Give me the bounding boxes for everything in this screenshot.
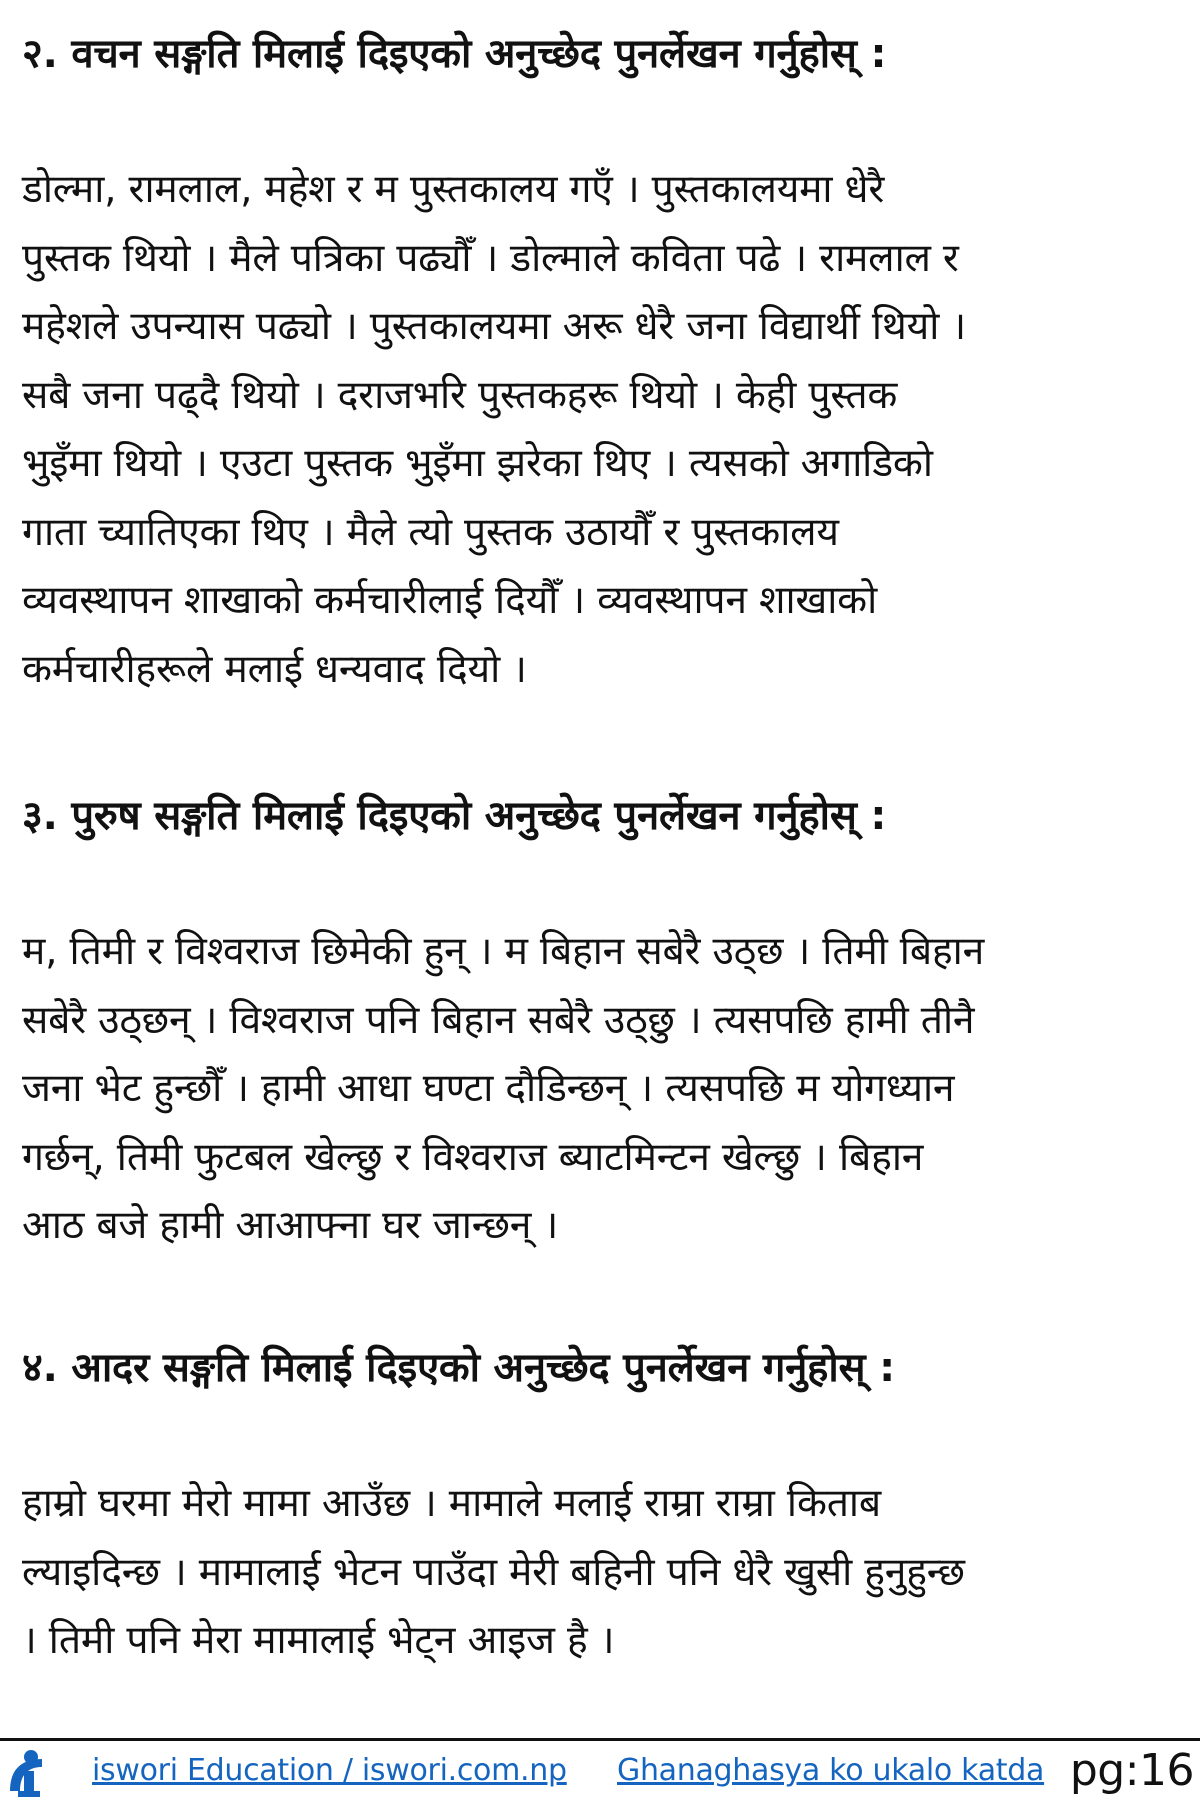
exercise-section-4 xyxy=(22,1340,1182,1663)
paragraph-line: व्यवस्थापन शाखाको कर्मचारीलाई दियौँ । व्यवस्थापन शाखाको xyxy=(22,578,878,623)
paragraph-line: म, तिमी र विश्वराज छिमेकी हुन् । म बिहान सबेरै उठ्छ । तिमी बिहान xyxy=(22,929,985,974)
paragraph-line: । तिमी पनि मेरा मामालाई भेट्न आइज है । xyxy=(22,1618,615,1663)
paragraph-line: गर्छन्, तिमी फुटबल खेल्छु र विश्वराज ब्याटमिन्टन खेल्छु । बिहान xyxy=(22,1134,924,1180)
paragraph-line: सबै जना पढ्दै थियो । दराजभरि पुस्तकहरू थियो । केही पुस्तक xyxy=(22,372,898,418)
exercise-paragraph-4 xyxy=(22,1470,965,1676)
paragraph-line: आठ बजे हामी आआफ्ना घर जान्छन् । xyxy=(22,1203,559,1248)
paragraph-line: महेशले उपन्यास पढ्यो । पुस्तकालयमा अरू धेरै जना विद्यार्थी थियो । xyxy=(22,304,966,349)
exercise-heading-2: २. वचन सङ्गति मिलाई दिइएको अनुच्छेद पुनर्लेखन गर्नुहोस् : xyxy=(22,31,887,77)
paragraph-line: ल्याइदिन्छ । मामालाई भेटन पाउँदा मेरी बहिनी पनि धेरै खुसी हुनुहुन्छ xyxy=(22,1549,965,1595)
page-footer xyxy=(0,1738,1200,1803)
page-number: pg:16 xyxy=(1069,1745,1194,1796)
paragraph-line: कर्मचारीहरूले मलाई धन्यवाद दियो । xyxy=(22,646,527,692)
paragraph-line: गाता च्यातिएका थिए । मैले त्यो पुस्तक उठायौँ र पुस्तकालय xyxy=(22,509,839,555)
exercise-paragraph-3 xyxy=(22,918,984,1261)
exercise-paragraph-2 xyxy=(22,156,966,704)
exercise-heading-4: ४. आदर सङ्गति मिलाई दिइएको अनुच्छेद पुनर्लेखन गर्नुहोस् : xyxy=(22,1345,895,1391)
paragraph-line: जना भेट हुन्छौँ । हामी आधा घण्टा दौडिन्छन् । त्यसपछि म योगध्यान xyxy=(22,1066,955,1111)
paragraph-line: हाम्रो घरमा मेरो मामा आउँछ । मामाले मलाई राम्रा राम्रा किताब xyxy=(22,1481,881,1526)
paragraph-line: पुस्तक थियो । मैले पत्रिका पढ्यौँ । डोल्माले कविता पढे । रामलाल र xyxy=(22,235,959,281)
exercise-section-3 xyxy=(22,788,1182,1248)
paragraph-line: भुइँमा थियो । एउटा पुस्तक भुइँमा झरेका थिए । त्यसको अगाडिको xyxy=(22,441,933,486)
exercise-heading-3: ३. पुरुष सङ्गति मिलाई दिइएको अनुच्छेद पुनर्लेखन गर्नुहोस् : xyxy=(22,793,887,839)
book-title-link[interactable]: Ghanaghasya ko ukalo katda xyxy=(617,1753,1045,1788)
info-i-icon xyxy=(2,1745,60,1799)
paragraph-line: सबेरै उठ्छन् । विश्वराज पनि बिहान सबेरै उठ्छु । त्यसपछि हामी तीनै xyxy=(22,997,975,1043)
paragraph-line: डोल्मा, रामलाल, महेश र म पुस्तकालय गएँ । पुस्तकालयमा धेरै xyxy=(22,167,885,212)
exercise-section-2 xyxy=(22,26,1182,692)
website-link[interactable]: iswori Education / iswori.com.np xyxy=(92,1753,567,1788)
